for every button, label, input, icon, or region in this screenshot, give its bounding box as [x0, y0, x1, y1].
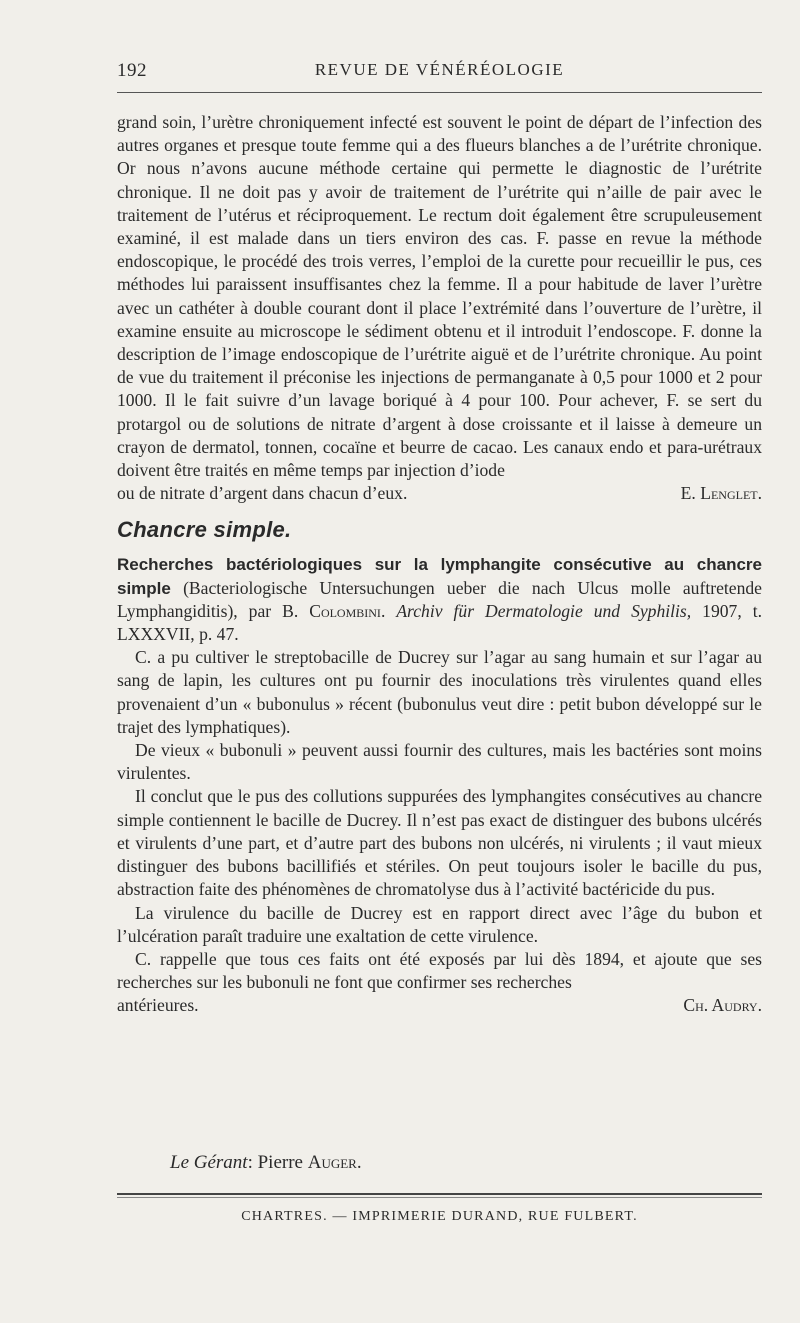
- header-rule: [117, 92, 762, 93]
- body-paragraph: C. a pu cultiver le streptobacille de Ducrey sur l’agar au sang humain et sur l’agar au sang de lapin, les cultures ont pu fournir des inoculations très virulentes quand elles provenaient d’un « bubonulus » récent (bubonulus veut dire : petit bubon développé sur le trajet des lymphatiques).: [117, 647, 762, 737]
- footer-rule: [117, 1193, 762, 1195]
- intro-closing-line: [117, 482, 762, 505]
- page-header: [117, 60, 762, 88]
- footer-rule-thin: [117, 1197, 762, 1198]
- article-heading: Recherches bactériologiques sur la lymphangite consécutive au chancre simple: [117, 555, 762, 598]
- body-paragraph: De vieux « bubonuli » peuvent aussi fournir des cultures, mais les bactéries sont moins virulentes.: [117, 740, 762, 784]
- intro-paragraph: grand soin, l’urètre chroniquement infecté est souvent le point de départ de l’infection des autres organes et presque toute femme qui a des flueurs blanches a de l’urétrite chronique. Or nous n’avons aucune méthode certaine qui permette le diagnostic de l’urétrite chronique. Il ne doit pas y avoir de traitement de l’urétrite qui n’aille de pair avec le traitement de l’utérus et réciproquement. Le rectum doit également être scrupuleusement examiné, il est malade dans un tiers environ des cas. F. passe en revue la méthode endoscopique, le procédé des trois verres, l’emploi de la curette pour recueillir le pus, ces méthodes lui paraissent insuffisantes chez la femme. Il a pour habitude de laver l’urètre avec un cathéter à double courant dont il place l’extrémité dans l’ouverture de l’urètre, il examine ensuite au microscope le sédiment obtenu et il introduit l’endoscope. F. donne la description de l’image endoscopique de l’urétrite aiguë et de l’urétrite chronique. Au point de vue du traitement il préconise les injections de permanganate à 0,5 pour 1000 et 2 pour 1000. Il le fait suivre d’un lavage boriqué à 4 pour 100. Pour achever, F. se sert du protargol ou de solutions de nitrate d’argent à dose croissante et il laisse à demeure un crayon de dermatol, tonnen, cocaïne et beurre de cacao. Les canaux endo et para-urétraux doivent être traités en même temps par injection d’iode: [117, 112, 762, 481]
- intro-signature: E. Lenglet.: [680, 483, 762, 504]
- article-ref-1: (Bacteriologische Untersuchungen ueber die nach Ulcus molle auftretende Lymphangiditis), par B.: [117, 577, 762, 621]
- section-signature: Ch. Audry.: [683, 995, 762, 1016]
- body-paragraph: Il conclut que le pus des collutions suppurées des lymphangites consécutives au chancre simple contiennent le bacille de Ducrey. Il n’est pas exact de distinguer des bubons ulcérés et virulents d’une part, et d’autre part des bubons non ulcérés, ni virulents ; il vaut mieux distinguer des bubons bacillifiés et stériles. On peut toujours isoler le bacille du pus, abstraction faite des phénomènes de chromatolyse dus à l’activité bactéricide du pus.: [117, 786, 762, 900]
- gerant-colon: :: [247, 1152, 253, 1173]
- gerant-surname: Auger.: [307, 1152, 362, 1173]
- article-ref-2: .: [380, 600, 397, 621]
- body-paragraph: La virulence du bacille de Ducrey est en rapport direct avec l’âge du bubon et l’ulcération paraît traduire une exaltation de cette virulence.: [117, 902, 762, 946]
- article-author: Colombini: [309, 600, 381, 621]
- gerant-role: Le Gérant: [170, 1152, 248, 1173]
- page-number: 192: [117, 60, 147, 81]
- printer-imprint: CHARTRES. — IMPRIMERIE DURAND, RUE FULBERT.: [241, 1209, 638, 1224]
- section-last-line: antérieures.: [117, 995, 199, 1016]
- article-ref-3: 1907, t. LXXXVII, p. 47.: [117, 600, 762, 645]
- last-body-paragraph: C. rappelle que tous ces faits ont été exposés par lui dès 1894, et ajoute que ses recherches sur les bubonuli ne font que confirmer ses recherches: [117, 948, 762, 993]
- gerant-name: Pierre: [257, 1152, 308, 1173]
- intro-last-line: ou de nitrate d’argent dans chacun d’eux.: [117, 483, 408, 504]
- running-title: REVUE DE VÉNÉRÉOLOGIE: [314, 60, 565, 79]
- gerant-line: [170, 1152, 362, 1174]
- article-journal: Archiv für Dermatologie und Syphilis,: [396, 600, 692, 621]
- article-citation: [117, 553, 762, 646]
- section-title: Chancre simple.: [117, 517, 292, 543]
- main-text: [117, 111, 762, 1018]
- section-closing-line: [117, 994, 762, 1017]
